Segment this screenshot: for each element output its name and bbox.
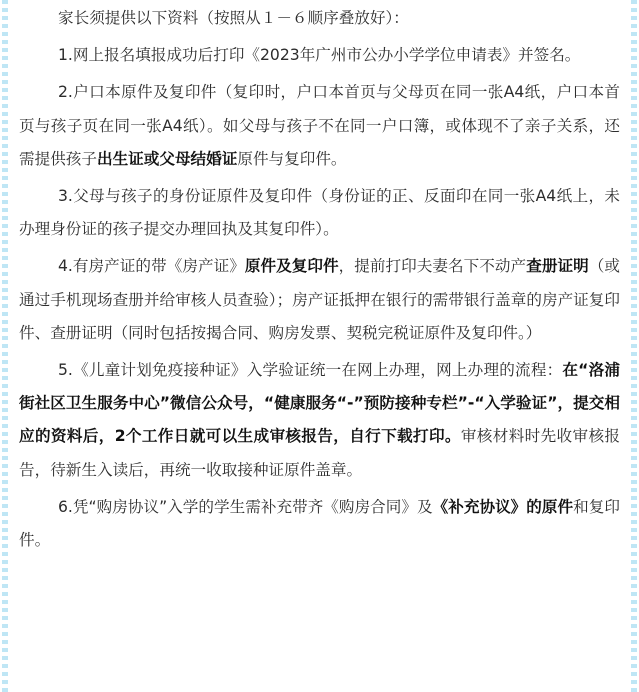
item-5-tail: 审核材料时先收审核报告，待新生入读后，再统一收取接种证原件盖章。 — [19, 427, 620, 479]
item-4-mid: ，提前打印夫妻名下不动产 — [338, 257, 527, 276]
item-6-bold: 《补充协议》的原件 — [432, 497, 574, 516]
item-4-bold-certificate: 查册证明 — [526, 257, 589, 276]
item-5-bold-procedure: 在“洛浦街社区卫生服务中心”微信公众号，“健康服务“-”预防接种专栏”-“入学验证”，提交相应的资料后，2个工作日就可以生成审核报告，自行下载打印。 — [19, 361, 620, 446]
item-6-tail: 和复印件。 — [19, 497, 620, 550]
item-3: 3.父母与孩子的身份证原件及复印件（身份证的正、反面印在同一张A4纸上，未办理身份证的孩子提交办理回执及其复印件）。 — [19, 187, 620, 239]
item-5-text: 5.《儿童计划免疫接种证》入学验证统一在网上办理，网上办理的流程： — [58, 361, 563, 380]
item-1: 1.网上报名填报成功后打印《2023年广州市公办小学学位申请表》并签名。 — [58, 46, 581, 65]
item-2-text: 2.户口本原件及复印件（复印时，户口本首页与父母页在同一张A4纸，户口本首页与孩子页在同一张A4纸）。如父母与孩子不在同一户口簿，或体现不了亲子关系，还需提供孩子 — [19, 83, 620, 168]
document-body — [19, 0, 620, 557]
intro-line: 家长须提供以下资料（按照从１－６顺序叠放好）： — [58, 9, 409, 27]
item-6 — [19, 491, 620, 557]
item-4-bold-original: 原件及复印件 — [244, 257, 339, 276]
item-2 — [19, 76, 620, 176]
item-4-tail: （或通过手机现场查册并给审核人员查验）；房产证抵押在银行的需带银行盖章的房产证复印件、查册证明（同时包括按揭合同、购房发票、契税完税证原件及复印件。） — [19, 257, 620, 342]
item-2-tail: 原件与复印件。 — [237, 149, 347, 168]
item-6-text: 6.凭“购房协议”入学的学生需补充带齐《购房合同》及 — [58, 497, 433, 516]
item-4 — [19, 250, 620, 350]
item-5 — [19, 354, 620, 487]
item-4-text: 4.有房产证的带《房产证》 — [58, 257, 245, 276]
item-2-bold: 出生证或父母结婚证 — [96, 149, 238, 168]
